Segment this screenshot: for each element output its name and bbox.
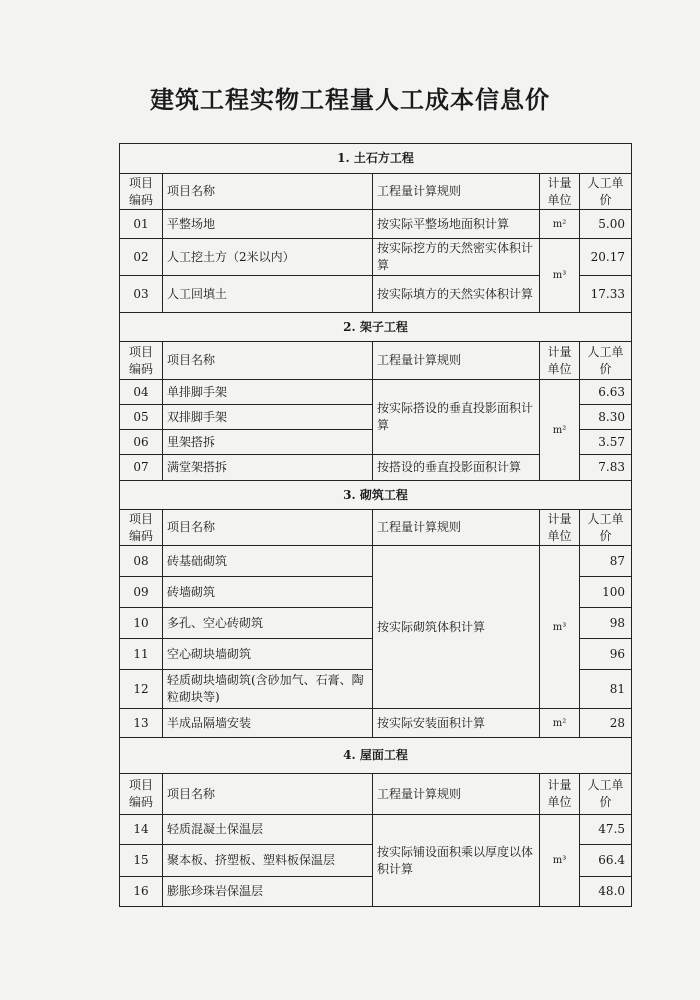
header-price: 人工单价 [580,510,632,546]
header-rule: 工程量计算规则 [373,174,540,210]
item-unit: m² [540,380,580,481]
header-rule: 工程量计算规则 [373,774,540,815]
item-code: 04 [120,380,163,405]
header-code: 项目编码 [120,174,163,210]
item-rule: 按实际填方的天然实体积计算 [373,276,540,313]
item-code: 11 [120,639,163,670]
header-unit: 计量单位 [540,174,580,210]
item-unit: m² [540,709,580,738]
item-name: 轻质混凝土保温层 [163,815,373,845]
item-code: 14 [120,815,163,845]
item-name: 单排脚手架 [163,380,373,405]
item-unit: m³ [540,546,580,709]
item-code: 15 [120,845,163,877]
item-name: 多孔、空心砖砌筑 [163,608,373,639]
item-name: 人工回填土 [163,276,373,313]
item-price: 98 [580,608,632,639]
section-title-row [120,738,632,774]
header-price: 人工单价 [580,174,632,210]
item-code: 08 [120,546,163,577]
item-name: 里架搭拆 [163,430,373,455]
item-price: 47.5 [580,815,632,845]
item-price: 20.17 [580,239,632,276]
item-price: 3.57 [580,430,632,455]
header-code: 项目编码 [120,342,163,380]
item-name: 平整场地 [163,210,373,239]
item-code: 07 [120,455,163,481]
header-name: 项目名称 [163,342,373,380]
header-unit: 计量单位 [540,510,580,546]
header-row [120,774,632,815]
item-name: 砖墙砌筑 [163,577,373,608]
item-unit: m³ [540,239,580,313]
table-row [120,546,632,577]
table-row [120,380,632,405]
item-code: 05 [120,405,163,430]
item-name: 膨胀珍珠岩保温层 [163,877,373,907]
section-title-row [120,144,632,174]
table-row [120,815,632,845]
item-price: 5.00 [580,210,632,239]
item-price: 48.0 [580,877,632,907]
section-title: 4. 屋面工程 [120,738,632,774]
item-price: 87 [580,546,632,577]
page-title: 建筑工程实物工程量人工成本信息价 [150,85,550,114]
item-price: 96 [580,639,632,670]
table-row [120,239,632,276]
section-title: 2. 架子工程 [120,313,632,342]
item-name: 双排脚手架 [163,405,373,430]
section-title: 3. 砌筑工程 [120,481,632,510]
item-price: 81 [580,670,632,709]
item-rule: 按实际挖方的天然密实体积计算 [373,239,540,276]
item-code: 02 [120,239,163,276]
header-rule: 工程量计算规则 [373,342,540,380]
item-code: 13 [120,709,163,738]
table-row [120,210,632,239]
item-name: 轻质砌块墙砌筑(含砂加气、石膏、陶粒砌块等) [163,670,373,709]
section-title: 1. 土石方工程 [120,144,632,174]
section-title-row [120,313,632,342]
item-code: 03 [120,276,163,313]
item-code: 09 [120,577,163,608]
item-code: 01 [120,210,163,239]
item-name: 满堂架搭拆 [163,455,373,481]
header-name: 项目名称 [163,174,373,210]
header-code: 项目编码 [120,510,163,546]
item-rule: 按实际砌筑体积计算 [373,546,540,709]
section-title-row [120,481,632,510]
item-price: 17.33 [580,276,632,313]
item-price: 6.63 [580,380,632,405]
cost-table [119,143,632,907]
item-name: 聚本板、挤塑板、塑料板保温层 [163,845,373,877]
item-price: 66.4 [580,845,632,877]
item-code: 12 [120,670,163,709]
item-price: 28 [580,709,632,738]
table-row [120,709,632,738]
item-unit: m² [540,210,580,239]
header-name: 项目名称 [163,774,373,815]
item-name: 空心砌块墙砌筑 [163,639,373,670]
item-rule: 按实际搭设的垂直投影面积计算 [373,380,540,455]
header-unit: 计量单位 [540,342,580,380]
header-row [120,174,632,210]
item-name: 砖基础砌筑 [163,546,373,577]
header-row [120,510,632,546]
header-unit: 计量单位 [540,774,580,815]
header-price: 人工单价 [580,342,632,380]
item-code: 16 [120,877,163,907]
item-code: 10 [120,608,163,639]
item-price: 8.30 [580,405,632,430]
header-code: 项目编码 [120,774,163,815]
item-price: 100 [580,577,632,608]
item-name: 人工挖土方（2米以内） [163,239,373,276]
item-name: 半成品隔墙安装 [163,709,373,738]
header-rule: 工程量计算规则 [373,510,540,546]
item-code: 06 [120,430,163,455]
item-rule: 按搭设的垂直投影面积计算 [373,455,540,481]
header-price: 人工单价 [580,774,632,815]
header-name: 项目名称 [163,510,373,546]
item-unit: m³ [540,815,580,907]
item-rule: 按实际安装面积计算 [373,709,540,738]
item-rule: 按实际平整场地面积计算 [373,210,540,239]
item-price: 7.83 [580,455,632,481]
item-rule: 按实际铺设面积乘以厚度以体积计算 [373,815,540,907]
header-row [120,342,632,380]
